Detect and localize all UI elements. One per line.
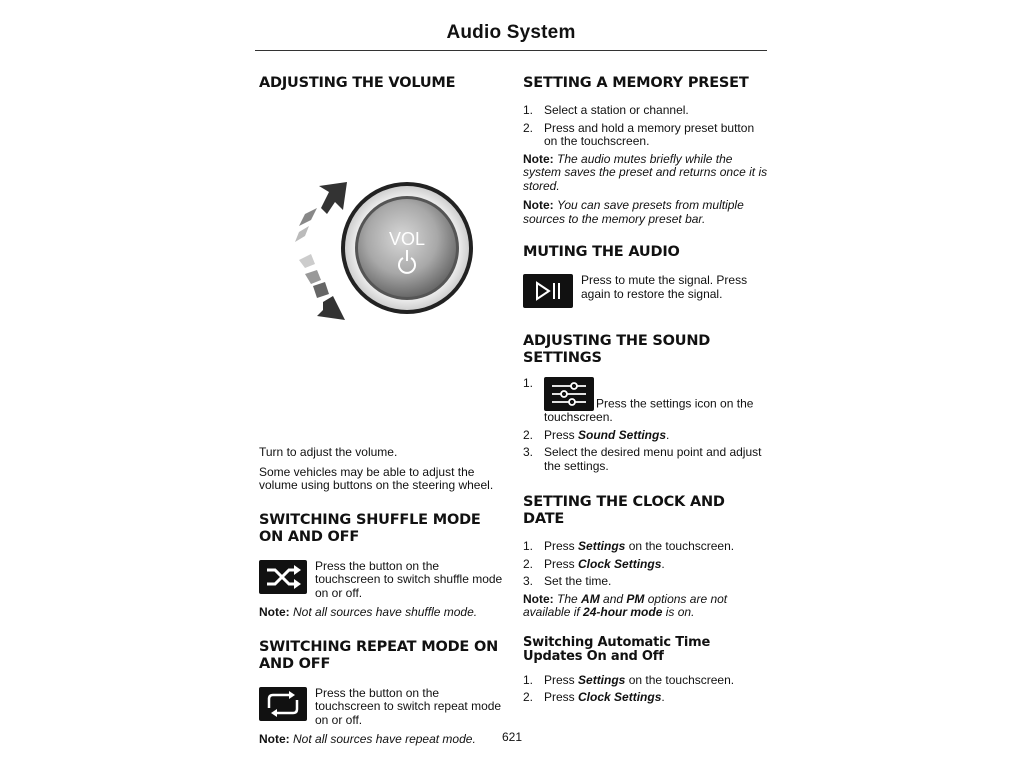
step-text-pre: Press (544, 672, 579, 687)
list-item (523, 446, 768, 473)
list-item (523, 691, 768, 705)
shuffle-section (259, 512, 503, 620)
step-text: Select the desired menu point and adjust the settings. (544, 445, 762, 473)
clock-note (523, 593, 768, 620)
right-column (523, 75, 768, 709)
shuffle-note (259, 606, 503, 620)
list-item (523, 104, 768, 118)
memory-note-1 (523, 153, 768, 194)
step-number: 3. (523, 574, 534, 588)
note-label: Note: (523, 591, 554, 606)
auto-time-heading-line1: Switching Automatic Time (523, 634, 711, 650)
note-b1: AM (581, 591, 600, 606)
auto-time-steps (523, 674, 768, 705)
list-item (523, 377, 768, 425)
volume-text-1: Turn to adjust the volume. (259, 445, 398, 459)
shuffle-text: Press the button on the touchscreen to switch shuffle mode on or off. (315, 558, 503, 600)
sound-section (523, 333, 768, 473)
repeat-note-text: Not all sources have repeat mode. (293, 732, 476, 746)
page-title: Audio System (446, 22, 576, 43)
sound-heading-line2: SETTINGS (523, 350, 602, 366)
mute-row (523, 274, 768, 308)
step-number: 1. (523, 539, 534, 553)
memory-section (523, 75, 768, 226)
shuffle-note-label: Note: (259, 605, 290, 619)
page-number: 621 (501, 730, 523, 744)
list-item (523, 122, 768, 149)
list-item (523, 540, 768, 554)
note-label: Note: (523, 198, 554, 212)
list-item (523, 429, 768, 443)
step-text: Press the settings icon on the touchscreen. (544, 396, 754, 424)
step-text-post: . (661, 556, 665, 571)
clock-heading (523, 494, 768, 528)
volume-text-2: Some vehicles may be able to adjust the volume using buttons on the steering wheel. (259, 464, 494, 492)
repeat-row (259, 687, 503, 728)
clock-heading-line2: DATE (523, 511, 565, 527)
auto-time-heading-line2: Updates On and Off (523, 648, 664, 664)
note-t2: and (599, 591, 627, 606)
step-text-post: on the touchscreen. (625, 672, 735, 687)
clock-steps (523, 540, 768, 589)
step-text-bold: Settings (578, 539, 626, 553)
shuffle-note-text: Not all sources have shuffle mode. (293, 605, 478, 619)
mute-heading: MUTING THE AUDIO (523, 244, 680, 260)
auto-time-heading (523, 636, 768, 664)
note-b3: 24-hour mode (583, 605, 663, 619)
step-number: 2. (523, 690, 534, 704)
volume-section (259, 75, 503, 493)
step-text-bold: Clock Settings (578, 556, 662, 571)
step-number: 1. (523, 376, 534, 390)
memory-steps (523, 104, 768, 149)
play-pause-icon (523, 274, 573, 308)
memory-heading: SETTING A MEMORY PRESET (523, 75, 749, 91)
list-item (523, 674, 768, 688)
volume-heading: ADJUSTING THE VOLUME (259, 75, 456, 91)
settings-sliders-icon (544, 377, 594, 411)
title-divider (255, 50, 767, 51)
step-text-pre: Press (544, 690, 579, 704)
step-number: 2. (523, 556, 534, 571)
volume-down-arrow-icon (299, 254, 345, 320)
step-text-pre: Press (544, 556, 579, 571)
left-column (259, 75, 503, 747)
note-label: Note: (523, 151, 554, 166)
step-number: 2. (523, 427, 534, 442)
note-t1: The (557, 591, 582, 606)
volume-up-arrow-icon (295, 182, 347, 242)
sound-steps (523, 377, 768, 473)
shuffle-heading (259, 512, 503, 546)
note-text: The audio mutes briefly while the system saves the preset and returns once it is stored. (523, 151, 768, 193)
auto-time-section (523, 636, 768, 705)
step-number: 1. (523, 672, 534, 687)
step-text: Set the time. (544, 574, 612, 588)
mute-text: Press to mute the signal. Press again to restore the signal. (581, 273, 748, 301)
note-t4: is on. (662, 605, 695, 619)
list-item (523, 575, 768, 589)
step-text-post: . (661, 690, 665, 704)
knob-label: VOL (388, 229, 426, 249)
repeat-note-label: Note: (259, 732, 290, 746)
note-b2: PM (626, 591, 645, 606)
repeat-heading-line1: SWITCHING REPEAT MODE ON (259, 638, 499, 655)
step-number: 2. (523, 120, 534, 135)
clock-section (523, 494, 768, 620)
note-t3: options are not available if (523, 591, 728, 619)
step-text-pre: Press (544, 539, 579, 553)
step-text-bold: Sound Settings (578, 427, 667, 442)
step-text: Select a station or channel. (544, 103, 689, 117)
step-text: Press and hold a memory preset button on the touchscreen. (544, 120, 755, 148)
shuffle-row (259, 560, 503, 601)
memory-note-2 (523, 199, 768, 226)
mute-section (523, 244, 768, 308)
step-number: 1. (523, 103, 534, 117)
step-text-post: . (666, 427, 670, 442)
shuffle-icon (259, 560, 307, 594)
shuffle-heading-line2: ON AND OFF (259, 528, 360, 545)
volume-knob-illustration (259, 152, 503, 372)
repeat-text: Press the button on the touchscreen to switch repeat mode on or off. (315, 685, 502, 727)
step-text-pre: Press (544, 427, 579, 442)
shuffle-heading-line1: SWITCHING SHUFFLE MODE (259, 511, 481, 528)
repeat-heading-line2: AND OFF (259, 655, 331, 672)
step-text-bold: Clock Settings (578, 690, 662, 704)
repeat-heading (259, 639, 503, 673)
step-text-post: on the touchscreen. (625, 539, 735, 553)
step-number: 3. (523, 445, 534, 459)
list-item (523, 558, 768, 572)
clock-heading-line1: SETTING THE CLOCK AND (523, 494, 725, 510)
sound-heading-line1: ADJUSTING THE SOUND (523, 333, 711, 349)
sound-heading (523, 333, 768, 367)
repeat-icon (259, 687, 307, 721)
note-text: You can save presets from multiple sources to the memory preset bar. (523, 198, 744, 226)
step-text-bold: Settings (578, 672, 626, 687)
